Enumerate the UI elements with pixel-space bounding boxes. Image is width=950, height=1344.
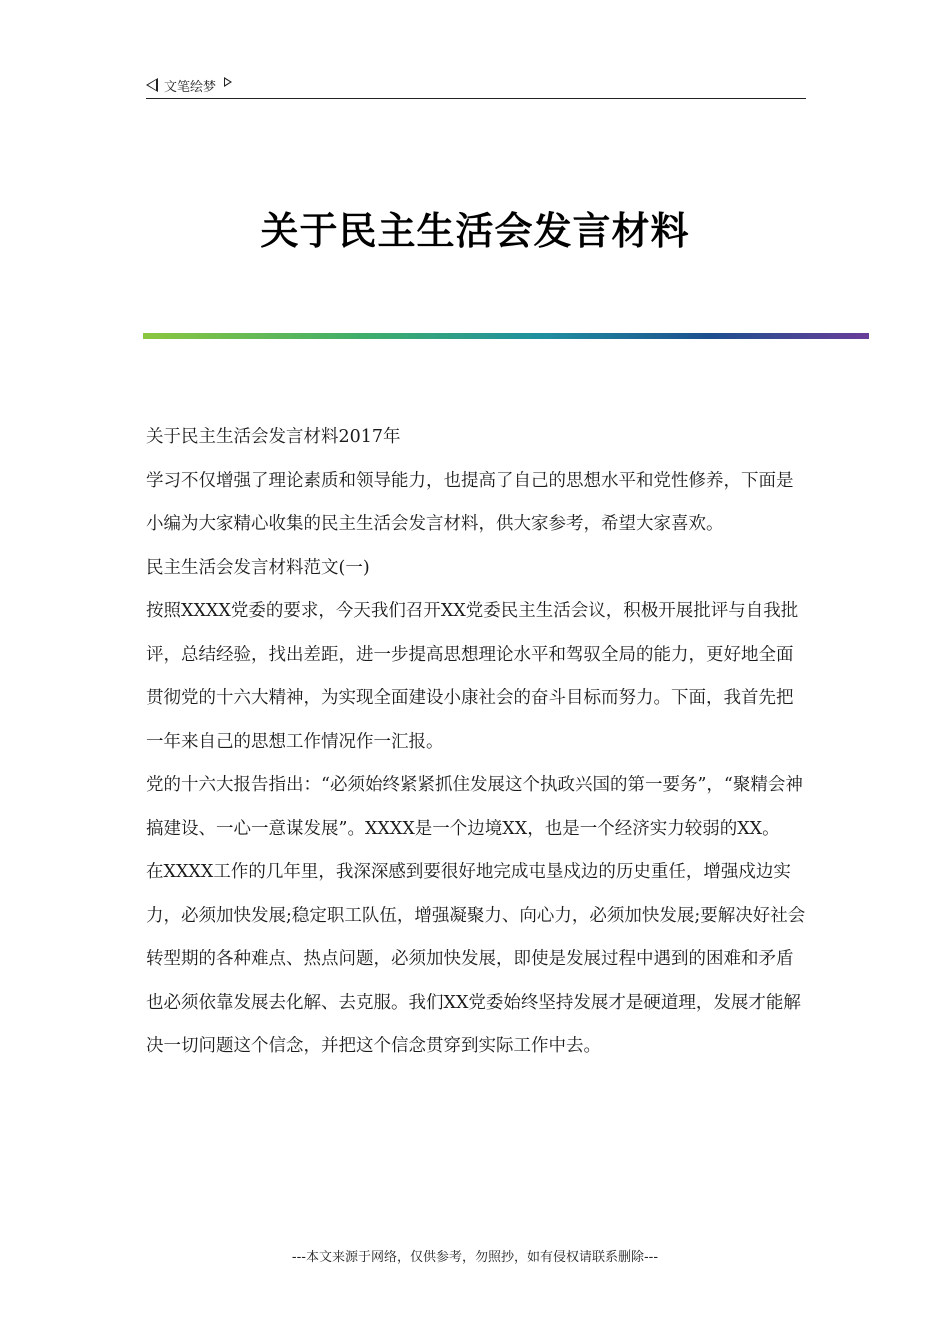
paragraph: 民主生活会发言材料范文(一) <box>146 557 370 578</box>
paragraph: 关于民主生活会发言材料2017年 <box>146 427 401 447</box>
header-brand: 文笔绘梦 <box>164 79 217 95</box>
footer-notice: ---本文来源于网络，仅供参考，勿照抄，如有侵权请联系删除--- <box>291 1250 659 1265</box>
page-header <box>146 72 806 99</box>
paragraph: 党的十六大报告指出：“必须始终紧紧抓住发展这个执政兴国的第一要务”，“聚精会神搞建设、一心一意谋发展”。XXXX是一个边境XX，也是一个经济实力较弱的XX。 <box>146 775 803 839</box>
document-title: 关于民主生活会发言材料 <box>260 209 690 253</box>
title-divider <box>143 333 869 339</box>
paragraph: 学习不仅增强了理论素质和领导能力，也提高了自己的思想水平和党性修养，下面是小编为大家精心收集的民主生活会发言材料，供大家参考，希望大家喜欢。 <box>146 470 794 534</box>
document-body <box>146 416 810 1069</box>
paragraph: 按照XXXX党委的要求，今天我们召开XX党委民主生活会议，积极开展批评与自我批评，总结经验，找出差距，进一步提高思想理论水平和驾驭全局的能力，更好地全面贯彻党的十六大精神，为实现全面建设小康社会的奋斗目标而努力。下面，我首先把一年来自己的思想工作情况作一汇报。 <box>146 601 799 752</box>
triangle-right-icon <box>224 77 232 87</box>
paragraph: 在XXXX工作的几年里，我深深感到要很好地完成屯垦戍边的历史重任，增强戍边实力，必须加快发展;稳定职工队伍，增强凝聚力、向心力，必须加快发展;要解决好社会转型期的各种难点、热点问题，必须加快发展，即使是发展过程中遇到的困难和矛盾也必须依靠发展去化解、去克服。我们XX党委始终坚持发展才是硬道理，发展才能解决一切问题这个信念，并把这个信念贯穿到实际工作中去。 <box>146 862 806 1056</box>
triangle-left-icon <box>146 78 158 92</box>
